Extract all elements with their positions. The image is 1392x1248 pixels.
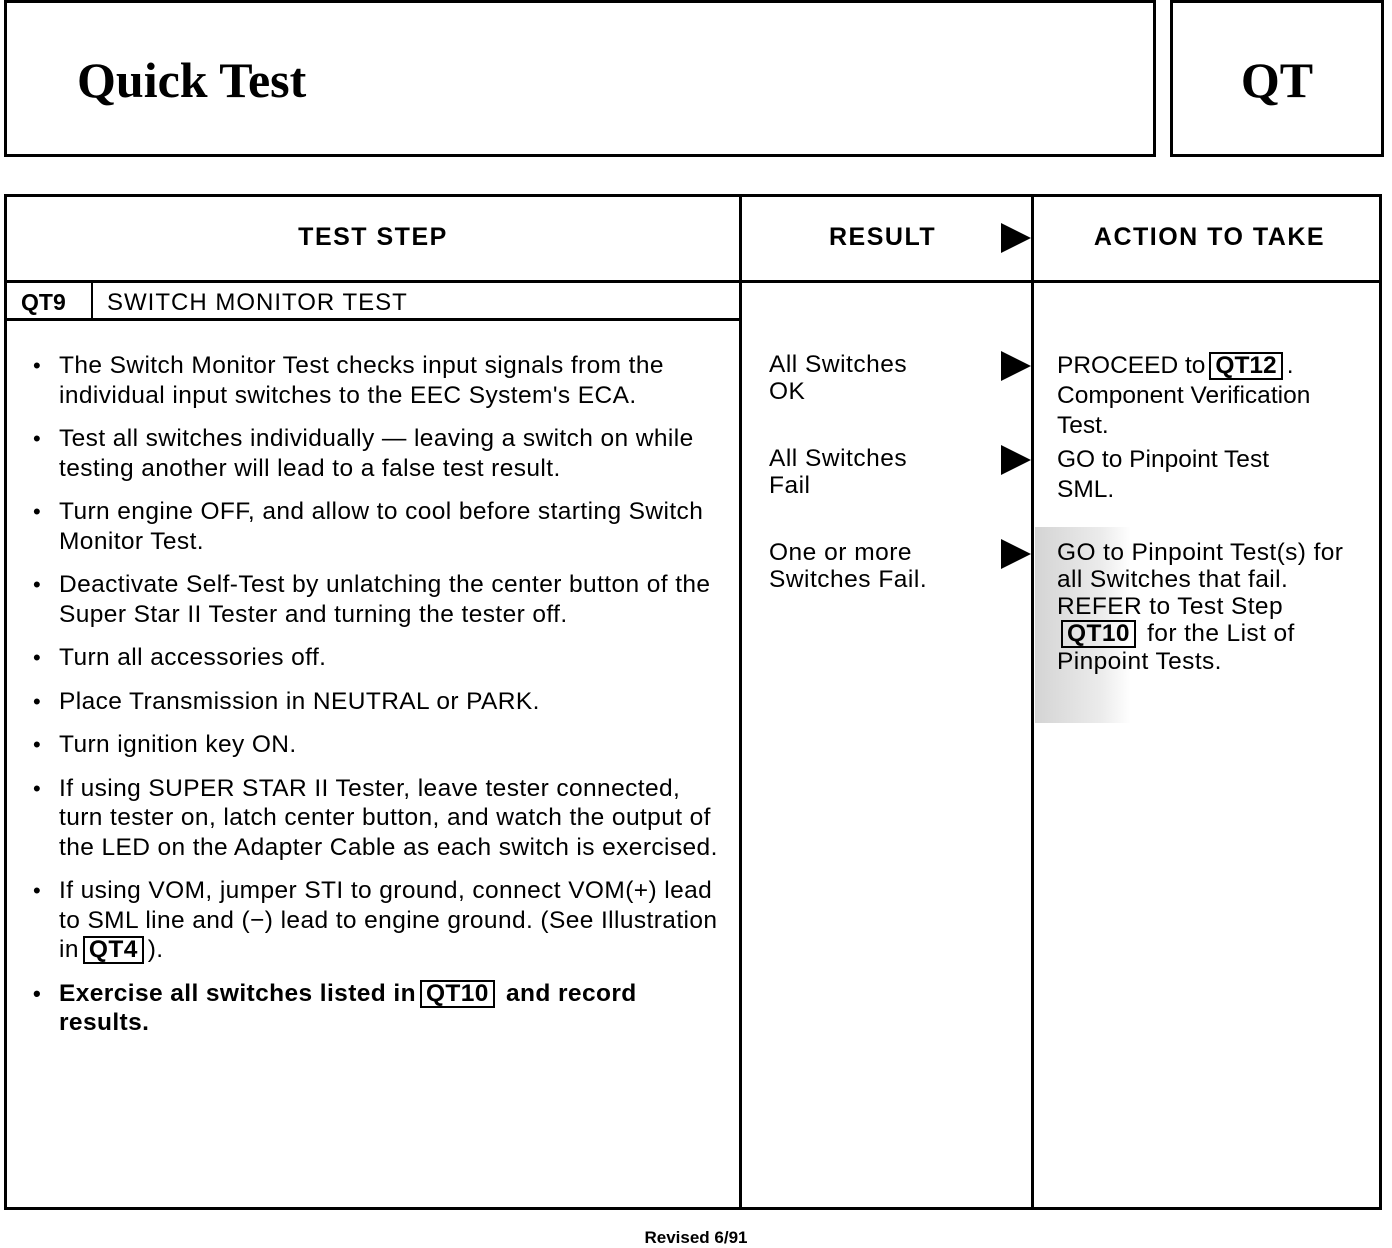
test-step-list xyxy=(29,351,719,1052)
result-text: All Switches xyxy=(769,445,908,472)
result-text: Fail xyxy=(769,472,811,499)
result-text: All Switches xyxy=(769,351,908,378)
test-table xyxy=(4,194,1382,1210)
result-some-fail xyxy=(769,539,927,593)
action-text: . Component Verification Test. xyxy=(1057,352,1311,439)
list-item xyxy=(29,979,719,1038)
column-header-test-step: TEST STEP xyxy=(298,223,448,251)
action-goto-pinpoint xyxy=(1057,539,1357,675)
list-item: • Turn all accessories off. xyxy=(29,643,719,673)
step-heading xyxy=(7,283,739,321)
action-goto-sml: GO to Pinpoint Test SML. xyxy=(1057,446,1269,503)
arrow-right-icon xyxy=(1001,445,1031,475)
list-item: • Turn ignition key ON. xyxy=(29,730,719,760)
list-item: • Deactivate Self-Test by unlatching the center button of the Super Star II Tester and turning the tester off. xyxy=(29,570,719,629)
list-item: • Turn engine OFF, and allow to cool before starting Switch Monitor Test. xyxy=(29,497,719,556)
section-code: QT xyxy=(1240,52,1314,108)
result-all-ok xyxy=(769,351,907,405)
action-proceed xyxy=(1057,351,1357,441)
arrow-right-icon xyxy=(1001,539,1031,569)
column-header-result: RESULT xyxy=(829,223,937,251)
step-reference: QT4 xyxy=(83,936,144,964)
list-item: • Test all switches individually — leaving a switch on while testing another will lead to a false test result. xyxy=(29,424,719,483)
list-item-text: and record results. xyxy=(59,979,637,1036)
list-item: • Place Transmission in NEUTRAL or PARK. xyxy=(29,687,719,717)
list-item-text: ). xyxy=(147,936,164,963)
result-text: One or more xyxy=(769,539,913,566)
arrow-right-icon xyxy=(1001,351,1031,381)
section-code-box xyxy=(1170,0,1384,157)
list-item: • The Switch Monitor Test checks input signals from the individual input switches to the EEC System's ECA. xyxy=(29,351,719,410)
column-divider xyxy=(739,197,742,1207)
list-item: • If using SUPER STAR II Tester, leave tester connected, turn tester on, latch center button, and watch the output of the LED on the Adapter Cable as each switch is exercised. xyxy=(29,774,719,863)
page-title: Quick Test xyxy=(77,52,307,108)
title-box xyxy=(4,0,1156,157)
step-reference: QT10 xyxy=(1061,620,1136,648)
column-header-action: ACTION TO TAKE xyxy=(1093,223,1326,251)
action-text: GO to Pinpoint Test(s) for all Switches that fail. REFER to Test Step xyxy=(1057,539,1344,620)
step-reference: QT12 xyxy=(1209,352,1282,380)
arrow-right-icon xyxy=(1001,223,1031,253)
step-id: QT9 xyxy=(21,289,66,315)
list-item-text: If using VOM, jumper STI to ground, connect VOM(+) lead to SML line and (−) lead to engine ground. (See Illustration in xyxy=(59,877,718,963)
list-item-text: Exercise all switches listed in xyxy=(59,979,416,1007)
step-reference: QT10 xyxy=(420,980,495,1008)
list-item xyxy=(29,876,719,965)
action-text: PROCEED to xyxy=(1057,352,1206,379)
revision-note: Revised 6/91 xyxy=(644,1228,748,1247)
action-text: for the List of Pinpoint Tests. xyxy=(1057,620,1295,675)
column-divider xyxy=(1031,197,1034,1207)
result-text: OK xyxy=(769,378,806,405)
result-text: Switches Fail. xyxy=(769,566,928,593)
step-id-divider xyxy=(91,283,93,319)
step-title: SWITCH MONITOR TEST xyxy=(107,289,408,316)
result-all-fail xyxy=(769,445,907,499)
